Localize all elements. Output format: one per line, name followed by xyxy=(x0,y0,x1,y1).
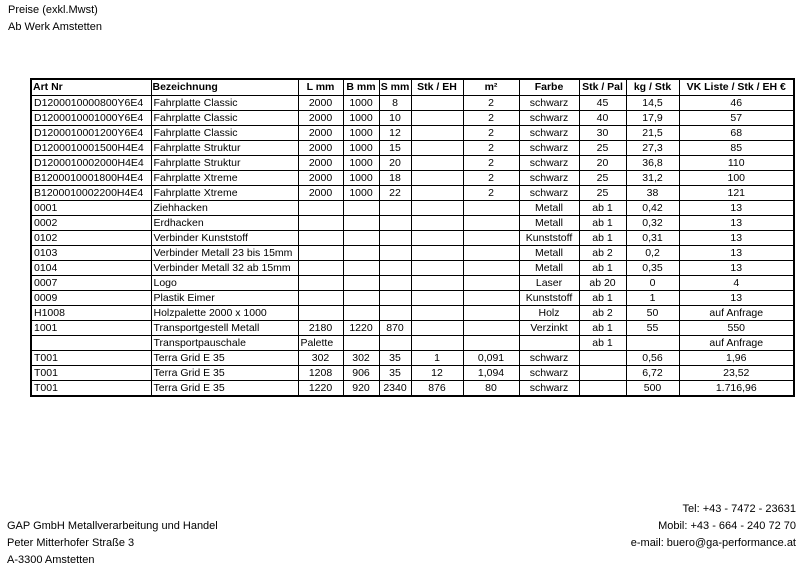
column-header: VK Liste / Stk / EH € xyxy=(679,79,794,96)
table-cell: 12 xyxy=(379,126,411,141)
table-cell: Verbinder Metall 32 ab 15mm xyxy=(151,261,298,276)
table-cell xyxy=(579,381,626,397)
table-cell: 80 xyxy=(463,381,519,397)
table-cell xyxy=(379,336,411,351)
table-cell xyxy=(463,291,519,306)
table-cell: 2000 xyxy=(298,156,343,171)
table-cell xyxy=(379,246,411,261)
table-cell: 2 xyxy=(463,111,519,126)
table-cell: 50 xyxy=(626,306,679,321)
table-row xyxy=(31,201,794,216)
table-cell xyxy=(379,261,411,276)
table-cell: auf Anfrage xyxy=(679,306,794,321)
table-row xyxy=(31,171,794,186)
table-cell: Holz xyxy=(519,306,579,321)
table-cell: schwarz xyxy=(519,351,579,366)
table-body xyxy=(31,96,794,397)
table-cell: 1220 xyxy=(343,321,379,336)
table-cell: 1220 xyxy=(298,381,343,397)
table-cell: H1008 xyxy=(31,306,151,321)
column-header: L mm xyxy=(298,79,343,96)
table-cell: 0007 xyxy=(31,276,151,291)
table-cell xyxy=(411,216,463,231)
table-cell: 500 xyxy=(626,381,679,397)
table-cell xyxy=(411,96,463,111)
table-cell: 0102 xyxy=(31,231,151,246)
table-cell: D1200010001500H4E4 xyxy=(31,141,151,156)
table-cell: schwarz xyxy=(519,126,579,141)
table-cell: 85 xyxy=(679,141,794,156)
column-header: Stk / Pal xyxy=(579,79,626,96)
table-cell: 68 xyxy=(679,126,794,141)
table-cell: T001 xyxy=(31,381,151,397)
table-cell: D1200010002000H4E4 xyxy=(31,156,151,171)
table-cell xyxy=(411,126,463,141)
table-cell: 1000 xyxy=(343,111,379,126)
table-cell: Erdhacken xyxy=(151,216,298,231)
table-cell: Laser xyxy=(519,276,579,291)
table-cell: Fahrplatte Classic xyxy=(151,111,298,126)
table-cell: 906 xyxy=(343,366,379,381)
contact-mobil: Mobil: +43 - 664 - 240 72 70 xyxy=(658,520,796,532)
table-cell: 121 xyxy=(679,186,794,201)
table-cell: Transportgestell Metall xyxy=(151,321,298,336)
table-cell: 14,5 xyxy=(626,96,679,111)
table-cell xyxy=(298,306,343,321)
table-cell: 1.716,96 xyxy=(679,381,794,397)
table-cell: 35 xyxy=(379,351,411,366)
table-cell: Kunststoff xyxy=(519,291,579,306)
table-row xyxy=(31,141,794,156)
table-cell xyxy=(379,201,411,216)
table-cell xyxy=(298,201,343,216)
table-cell: 2000 xyxy=(298,186,343,201)
table-cell xyxy=(463,231,519,246)
table-cell: 2000 xyxy=(298,111,343,126)
table-cell: 2340 xyxy=(379,381,411,397)
table-cell: ab 1 xyxy=(579,201,626,216)
table-row xyxy=(31,321,794,336)
table-cell xyxy=(298,276,343,291)
table-cell: Metall xyxy=(519,246,579,261)
column-header: kg / Stk xyxy=(626,79,679,96)
table-row xyxy=(31,111,794,126)
column-header: B mm xyxy=(343,79,379,96)
table-row xyxy=(31,156,794,171)
table-cell: 30 xyxy=(579,126,626,141)
company-name: GAP GmbH Metallverarbeitung und Handel xyxy=(7,520,218,532)
table-cell: D1200010001200Y6E4 xyxy=(31,126,151,141)
table-cell: 35 xyxy=(379,366,411,381)
table-cell: Plastik Eimer xyxy=(151,291,298,306)
table-cell: 0103 xyxy=(31,246,151,261)
table-cell: 876 xyxy=(411,381,463,397)
column-header: Farbe xyxy=(519,79,579,96)
table-cell: 2 xyxy=(463,96,519,111)
table-cell: Verbinder Kunststoff xyxy=(151,231,298,246)
table-cell: Fahrplatte Classic xyxy=(151,126,298,141)
table-cell: 1000 xyxy=(343,126,379,141)
table-cell: Metall xyxy=(519,216,579,231)
table-cell: 27,3 xyxy=(626,141,679,156)
table-cell xyxy=(463,321,519,336)
table-cell: 20 xyxy=(579,156,626,171)
table-cell: 2000 xyxy=(298,171,343,186)
table-cell xyxy=(343,201,379,216)
table-cell: B1200010001800H4E4 xyxy=(31,171,151,186)
table-cell: 23,52 xyxy=(679,366,794,381)
page-subtitle: Ab Werk Amstetten xyxy=(8,21,102,33)
table-cell: schwarz xyxy=(519,141,579,156)
table-cell: 2180 xyxy=(298,321,343,336)
column-header: m² xyxy=(463,79,519,96)
table-cell: Terra Grid E 35 xyxy=(151,351,298,366)
table-row xyxy=(31,246,794,261)
table-cell: 13 xyxy=(679,216,794,231)
table-cell: 17,9 xyxy=(626,111,679,126)
table-cell: 0104 xyxy=(31,261,151,276)
table-row xyxy=(31,381,794,397)
table-cell: 2 xyxy=(463,156,519,171)
table-cell xyxy=(579,366,626,381)
table-cell: schwarz xyxy=(519,111,579,126)
table-cell: 25 xyxy=(579,171,626,186)
table-cell: 2000 xyxy=(298,96,343,111)
company-address-block xyxy=(7,518,218,569)
table-cell xyxy=(519,336,579,351)
page-title: Preise (exkl.Mwst) xyxy=(8,4,98,16)
table-cell: ab 1 xyxy=(579,291,626,306)
table-cell: Ziehhacken xyxy=(151,201,298,216)
table-cell xyxy=(379,216,411,231)
table-cell: 302 xyxy=(343,351,379,366)
table-cell: 4 xyxy=(679,276,794,291)
column-header: Bezeichnung xyxy=(151,79,298,96)
table-cell: 110 xyxy=(679,156,794,171)
table-cell xyxy=(463,336,519,351)
table-cell: 1208 xyxy=(298,366,343,381)
table-cell: 13 xyxy=(679,261,794,276)
table-cell: schwarz xyxy=(519,96,579,111)
table-cell: 1000 xyxy=(343,141,379,156)
table-cell: 1,96 xyxy=(679,351,794,366)
table-cell: Metall xyxy=(519,261,579,276)
table-cell: 25 xyxy=(579,186,626,201)
table-row xyxy=(31,336,794,351)
price-table xyxy=(30,78,795,397)
table-cell: 0,56 xyxy=(626,351,679,366)
table-cell xyxy=(411,261,463,276)
contact-block xyxy=(631,501,796,552)
table-cell xyxy=(343,261,379,276)
table-row xyxy=(31,96,794,111)
table-cell xyxy=(463,261,519,276)
table-cell xyxy=(298,261,343,276)
table-cell: 1000 xyxy=(343,171,379,186)
table-cell xyxy=(379,306,411,321)
table-cell xyxy=(343,246,379,261)
table-cell: 22 xyxy=(379,186,411,201)
table-row xyxy=(31,231,794,246)
table-cell: 0,091 xyxy=(463,351,519,366)
table-cell: ab 1 xyxy=(579,261,626,276)
table-cell: T001 xyxy=(31,351,151,366)
table-cell: 2 xyxy=(463,126,519,141)
table-cell: Terra Grid E 35 xyxy=(151,366,298,381)
table-cell xyxy=(411,231,463,246)
table-cell xyxy=(379,276,411,291)
table-cell xyxy=(411,291,463,306)
table-cell xyxy=(298,216,343,231)
table-cell xyxy=(379,291,411,306)
table-cell xyxy=(411,201,463,216)
table-cell xyxy=(411,156,463,171)
table-cell: 18 xyxy=(379,171,411,186)
table-cell xyxy=(343,216,379,231)
column-header: S mm xyxy=(379,79,411,96)
table-cell xyxy=(411,276,463,291)
table-cell xyxy=(463,276,519,291)
table-cell: Fahrplatte Struktur xyxy=(151,156,298,171)
table-cell: 13 xyxy=(679,231,794,246)
table-row xyxy=(31,186,794,201)
table-cell xyxy=(579,351,626,366)
table-cell: auf Anfrage xyxy=(679,336,794,351)
table-cell: 0,42 xyxy=(626,201,679,216)
table-cell: Fahrplatte Xtreme xyxy=(151,171,298,186)
table-cell: ab 2 xyxy=(579,306,626,321)
table-cell: Verbinder Metall 23 bis 15mm xyxy=(151,246,298,261)
table-cell: T001 xyxy=(31,366,151,381)
table-row xyxy=(31,126,794,141)
table-cell xyxy=(343,276,379,291)
table-cell: Kunststoff xyxy=(519,231,579,246)
table-row xyxy=(31,276,794,291)
table-cell xyxy=(31,336,151,351)
table-header xyxy=(31,79,794,96)
table-cell: 20 xyxy=(379,156,411,171)
table-cell xyxy=(463,216,519,231)
table-cell xyxy=(411,336,463,351)
table-cell: 12 xyxy=(411,366,463,381)
table-cell: 10 xyxy=(379,111,411,126)
table-cell: Fahrplatte Struktur xyxy=(151,141,298,156)
table-cell xyxy=(411,171,463,186)
table-header-row xyxy=(31,79,794,96)
table-cell: 0,32 xyxy=(626,216,679,231)
table-cell: 2000 xyxy=(298,141,343,156)
table-cell: 31,2 xyxy=(626,171,679,186)
table-cell: Metall xyxy=(519,201,579,216)
table-cell xyxy=(411,141,463,156)
table-cell: 21,5 xyxy=(626,126,679,141)
table-cell: 1 xyxy=(626,291,679,306)
table-cell: ab 1 xyxy=(579,336,626,351)
table-cell xyxy=(411,111,463,126)
table-cell: D1200010001000Y6E4 xyxy=(31,111,151,126)
table-cell: Fahrplatte Xtreme xyxy=(151,186,298,201)
table-cell: 38 xyxy=(626,186,679,201)
table-cell: schwarz xyxy=(519,156,579,171)
table-row xyxy=(31,306,794,321)
table-cell: 0 xyxy=(626,276,679,291)
table-cell: 36,8 xyxy=(626,156,679,171)
table-cell: Palette xyxy=(298,336,343,351)
contact-email: e-mail: buero@ga-performance.at xyxy=(630,537,796,549)
table-cell xyxy=(298,231,343,246)
table-cell: Verzinkt xyxy=(519,321,579,336)
table-cell: 1000 xyxy=(343,186,379,201)
table-cell: 2000 xyxy=(298,126,343,141)
table-row xyxy=(31,261,794,276)
table-cell: Transportpauschale xyxy=(151,336,298,351)
table-cell: schwarz xyxy=(519,381,579,397)
table-cell: 46 xyxy=(679,96,794,111)
table-cell xyxy=(463,306,519,321)
table-cell: 57 xyxy=(679,111,794,126)
table-cell: 920 xyxy=(343,381,379,397)
table-cell: D1200010000800Y6E4 xyxy=(31,96,151,111)
table-cell: 0,35 xyxy=(626,261,679,276)
table-row xyxy=(31,366,794,381)
table-cell: Terra Grid E 35 xyxy=(151,381,298,397)
table-cell: schwarz xyxy=(519,186,579,201)
table-cell: ab 1 xyxy=(579,321,626,336)
table-cell: 0009 xyxy=(31,291,151,306)
table-cell: 1,094 xyxy=(463,366,519,381)
table-cell xyxy=(463,246,519,261)
table-cell xyxy=(411,321,463,336)
table-cell xyxy=(379,231,411,246)
table-cell: Holzpalette 2000 x 1000 xyxy=(151,306,298,321)
table-cell: 55 xyxy=(626,321,679,336)
table-cell xyxy=(343,291,379,306)
table-cell: 0,31 xyxy=(626,231,679,246)
table-cell: 0,2 xyxy=(626,246,679,261)
table-cell: Logo xyxy=(151,276,298,291)
table-cell: schwarz xyxy=(519,366,579,381)
table-cell xyxy=(463,201,519,216)
table-row xyxy=(31,291,794,306)
table-cell: 45 xyxy=(579,96,626,111)
table-cell: ab 1 xyxy=(579,216,626,231)
table-cell: 1000 xyxy=(343,96,379,111)
table-row xyxy=(31,351,794,366)
table-cell: 6,72 xyxy=(626,366,679,381)
table-cell: 100 xyxy=(679,171,794,186)
table-cell xyxy=(343,306,379,321)
table-cell: 0001 xyxy=(31,201,151,216)
table-cell: 13 xyxy=(679,246,794,261)
table-cell xyxy=(411,306,463,321)
company-city: A-3300 Amstetten xyxy=(7,554,95,566)
company-street: Peter Mitterhofer Straße 3 xyxy=(7,537,135,549)
table-cell: schwarz xyxy=(519,171,579,186)
table-cell: 2 xyxy=(463,171,519,186)
table-cell xyxy=(298,246,343,261)
table-cell xyxy=(411,246,463,261)
table-cell: 8 xyxy=(379,96,411,111)
column-header: Art Nr xyxy=(31,79,151,96)
table-cell: ab 1 xyxy=(579,231,626,246)
table-cell: 15 xyxy=(379,141,411,156)
table-cell: 550 xyxy=(679,321,794,336)
column-header: Stk / EH xyxy=(411,79,463,96)
table-cell: 1001 xyxy=(31,321,151,336)
table-cell: 1 xyxy=(411,351,463,366)
table-cell: 2 xyxy=(463,141,519,156)
table-row xyxy=(31,216,794,231)
table-cell: 870 xyxy=(379,321,411,336)
table-cell: 13 xyxy=(679,291,794,306)
table-cell: B1200010002200H4E4 xyxy=(31,186,151,201)
table-cell: 1000 xyxy=(343,156,379,171)
table-cell xyxy=(298,291,343,306)
table-cell: 2 xyxy=(463,186,519,201)
table-cell xyxy=(626,336,679,351)
table-cell: 0002 xyxy=(31,216,151,231)
table-cell: ab 20 xyxy=(579,276,626,291)
table-cell xyxy=(343,231,379,246)
table-cell xyxy=(411,186,463,201)
table-cell: ab 2 xyxy=(579,246,626,261)
table-cell: Fahrplatte Classic xyxy=(151,96,298,111)
table-cell xyxy=(343,336,379,351)
contact-tel: Tel: +43 - 7472 - 23631 xyxy=(682,503,796,515)
table-cell: 25 xyxy=(579,141,626,156)
table-cell: 13 xyxy=(679,201,794,216)
table-cell: 40 xyxy=(579,111,626,126)
table-cell: 302 xyxy=(298,351,343,366)
